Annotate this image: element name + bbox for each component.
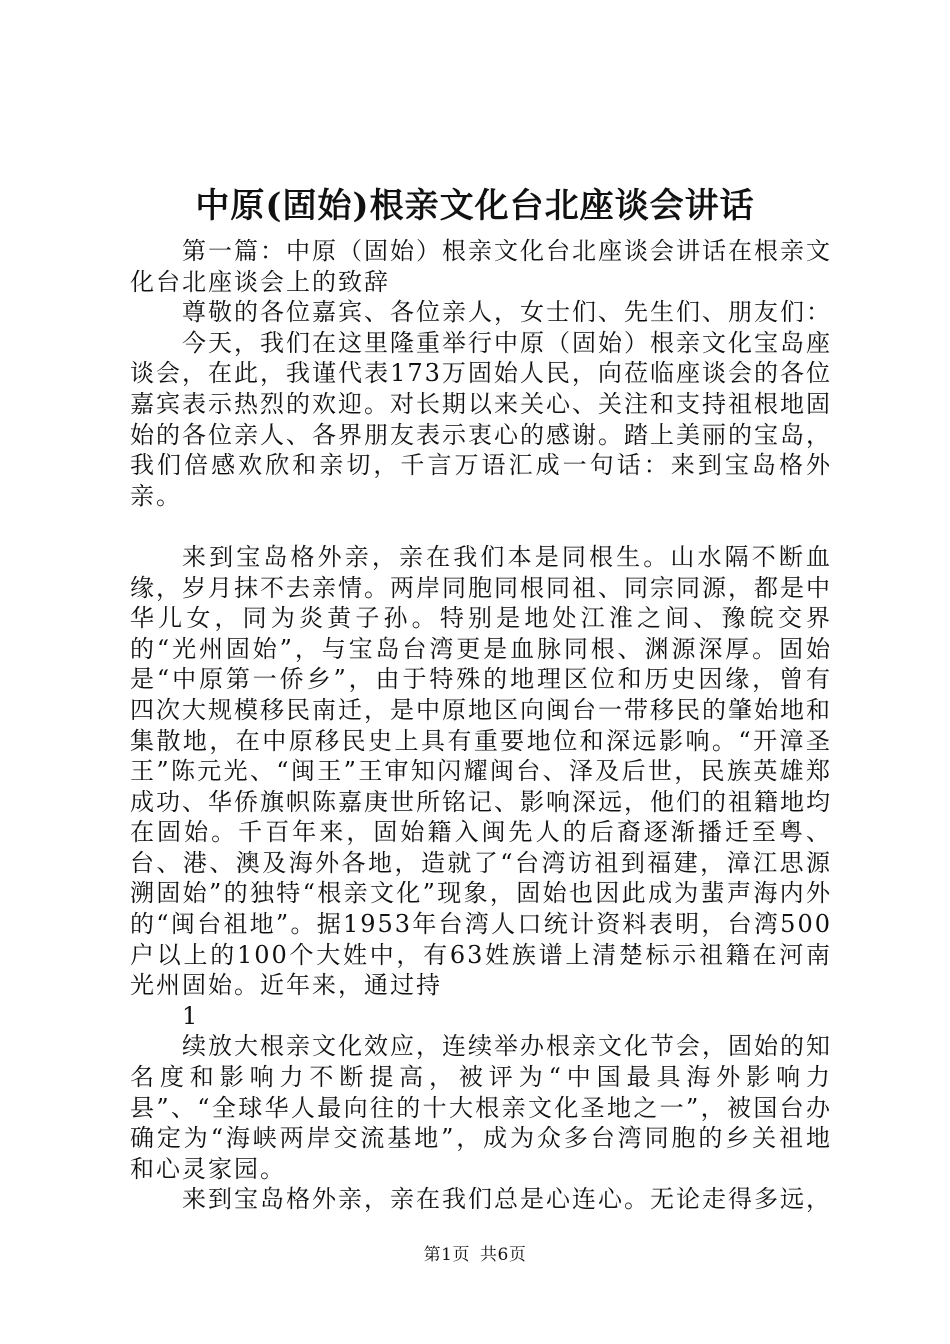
paragraph-heart: 来到宝岛格外亲，亲在我们总是心连心。无论走得多远， [182, 1185, 832, 1214]
paragraph-continuation: 续放大根亲文化效应，连续举办根亲文化节会，固始的知名度和影响力不断提高，被评为“中国最具海外影响力县”、“全球华人最向往的十大根亲文化圣地之一”，被国台办确定为“海峡两岸交流基地”，成为众多台湾同胞的乡关祖地和心灵家园。 [130, 1032, 832, 1183]
footer-total-pages: 共6页 [480, 1245, 527, 1265]
paragraph-same-root: 来到宝岛格外亲，亲在我们本是同根生。山水隔不断血缘，岁月抹不去亲情。两岸同胞同根同祖、同宗同源，都是中华儿女，同为炎黄子孙。特别是地处江淮之间、豫皖交界的“光州固始”，与宝岛台湾更是血脉同根、渊源深厚。固始是“中原第一侨乡”，由于特殊的地理区位和历史因缘，曾有四次大规模移民南迁，是中原地区向闽台一带移民的肇始地和集散地，在中原移民史上具有重要地位和深远影响。“开漳圣王”陈元光、“闽王”王审知闪耀闽台、泽及后世，民族英雄郑成功、华侨旗帜陈嘉庚世所铭记、影响深远，他们的祖籍地均在固始。千百年来，固始籍入闽先人的后裔逐渐播迁至粤、台、港、澳及海外各地，造就了“台湾访祖到福建，漳江思源溯固始”的独特“根亲文化”现象，固始也因此成为蜚声海内外的“闽台祖地”。据1953年台湾人口统计资料表明，台湾500户以上的100个大姓中，有63姓族谱上清楚标示祖籍在河南光州固始。近年来，通过持 [130, 542, 832, 1000]
paragraph-welcome: 今天，我们在这里隆重举行中原（固始）根亲文化宝岛座谈会，在此，我谨代表173万固始人民，向莅临座谈会的各位嘉宾表示热烈的欢迎。对长期以来关心、关注和支持祖根地固始的各位亲人、各界朋友表示衷心的感谢。踏上美丽的宝岛，我们倍感欢欣和亲切，千言万语汇成一句话：来到宝岛格外亲。 [130, 328, 832, 510]
paragraph-heading: 第一篇：中原（固始）根亲文化台北座谈会讲话在根亲文化台北座谈会上的致辞 [130, 237, 832, 296]
paragraph-spacer [130, 511, 832, 542]
footer-page-number: 第1页 [423, 1245, 470, 1265]
paragraph-salutation: 尊敬的各位嘉宾、各位亲人，女士们、先生们、朋友们： [182, 298, 832, 327]
document-body [130, 236, 832, 1215]
document-title: 中原(固始)根亲文化台北座谈会讲话 [195, 186, 755, 226]
page-footer [0, 1243, 950, 1267]
inline-page-number: 1 [182, 1001, 200, 1030]
